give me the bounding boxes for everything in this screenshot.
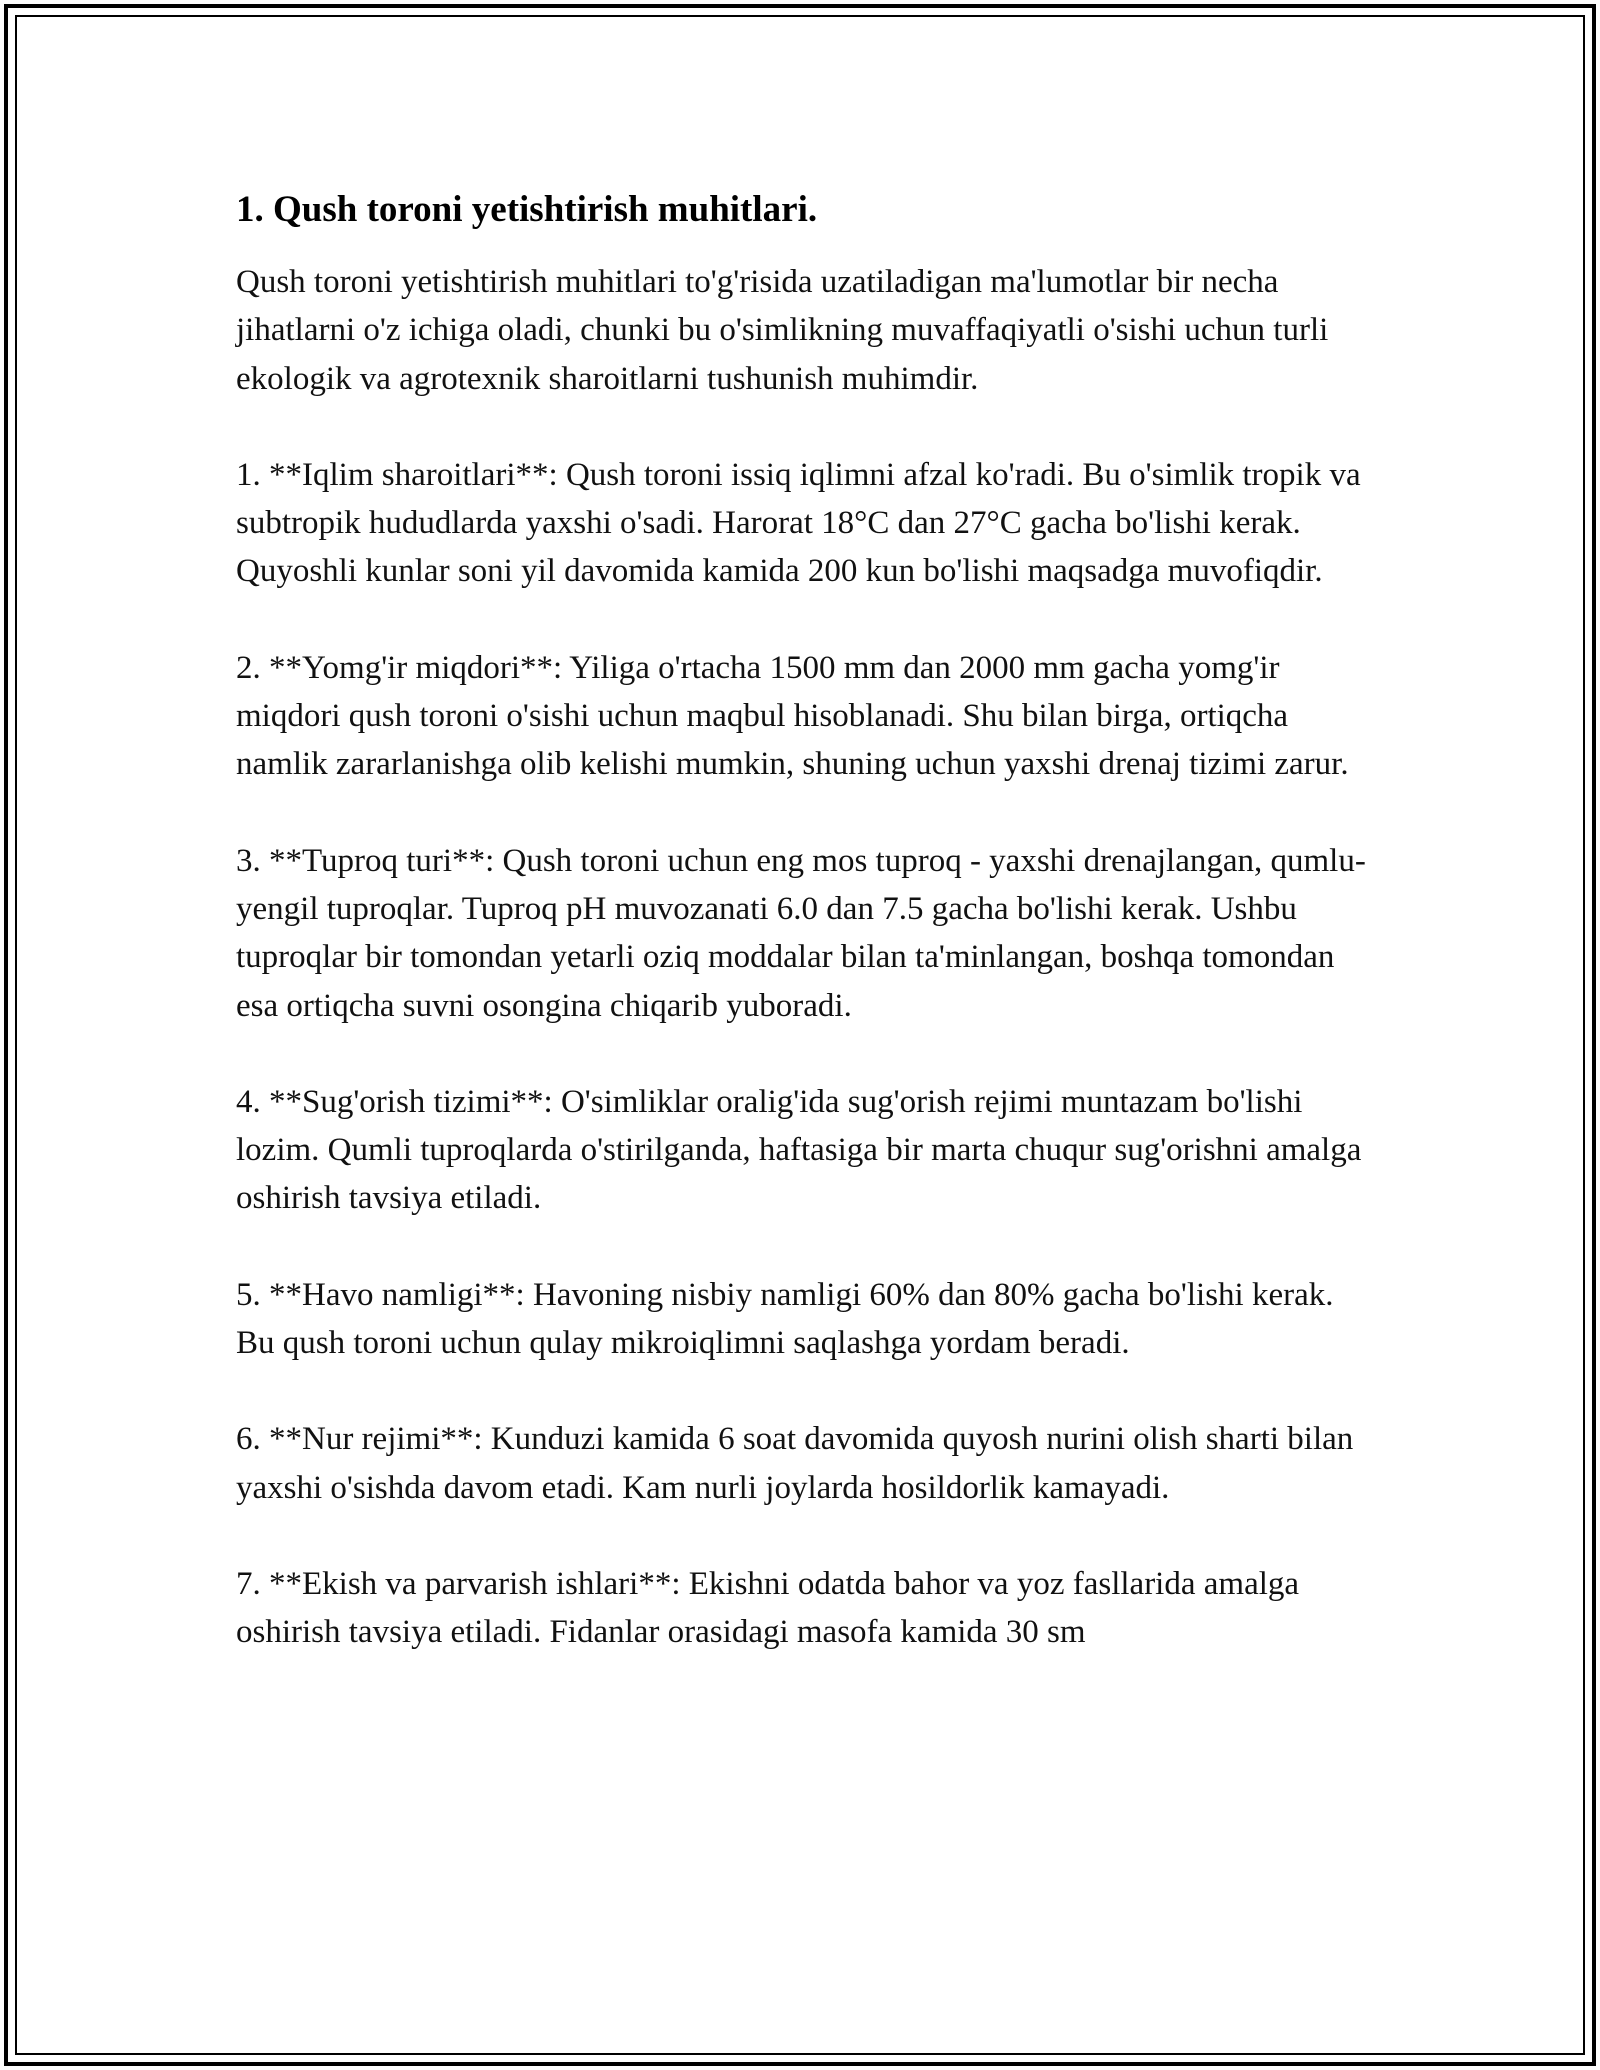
paragraph-soil: 3. **Tuproq turi**: Qush toroni uchun eng mos tuproq - yaxshi drenajlangan, qumlu-yengil tuproqlar. Tuproq pH muvozanati 6.0 dan 7.5 gacha bo'lishi kerak. Ushbu tuproqlar bir tomondan yetarli oziq moddalar bilan ta'minlangan, boshqa tomondan esa ortiqcha suvni osongina chiqarib yuboradi.: [236, 842, 1366, 1024]
intro-paragraph: Qush toroni yetishtirish muhitlari to'g'risida uzatiladigan ma'lumotlar bir necha jihatlarni o'z ichiga oladi, chunki bu o'simlikning muvaffaqiyatli o'sishi uchun turli ekologik va agrotexnik sharoitlarni tushunish muhimdir.: [236, 264, 1329, 397]
document-body: [236, 186, 1366, 1657]
paragraph-rainfall: 2. **Yomg'ir miqdori**: Yiliga o'rtacha 1500 mm dan 2000 mm gacha yomg'ir miqdori qush toroni o'sishi uchun maqbul hisoblanadi. Shu bilan birga, ortiqcha namlik zararlanishga olib kelishi mumkin, shuning uchun yaxshi drenaj tizimi zarur.: [236, 649, 1349, 783]
paragraph-humidity: 5. **Havo namligi**: Havoning nisbiy namligi 60% dan 80% gacha bo'lishi kerak. Bu qush toroni uchun qulay mikroiqlimni saqlashga yordam beradi.: [236, 1276, 1334, 1362]
paragraph-irrigation: 4. **Sug'orish tizimi**: O'simliklar oralig'ida sug'orish rejimi muntazam bo'lishi lozim. Qumli tuproqlarda o'stirilganda, haftasiga bir marta chuqur sug'orishni amalga oshirish tavsiya etiladi.: [236, 1083, 1362, 1217]
section-heading: 1. Qush toroni yetishtirish muhitlari.: [236, 189, 818, 230]
paragraph-light: 6. **Nur rejimi**: Kunduzi kamida 6 soat davomida quyosh nurini olish sharti bilan yaxshi o'sishda davom etadi. Kam nurli joylarda hosildorlik kamayadi.: [236, 1421, 1354, 1506]
paragraph-planting: 7. **Ekish va parvarish ishlari**: Ekishni odatda bahor va yoz fasllarida amalga oshirish tavsiya etiladi. Fidanlar orasidagi masofa kamida 30 sm: [236, 1565, 1300, 1651]
paragraph-climate: 1. **Iqlim sharoitlari**: Qush toroni issiq iqlimni afzal ko'radi. Bu o'simlik tropik va subtropik hududlarda yaxshi o'sadi. Harorat 18°C dan 27°C gacha bo'lishi kerak. Quyoshli kunlar soni yil davomida kamida 200 kun bo'lishi maqsadga muvofiqdir.: [236, 456, 1361, 590]
